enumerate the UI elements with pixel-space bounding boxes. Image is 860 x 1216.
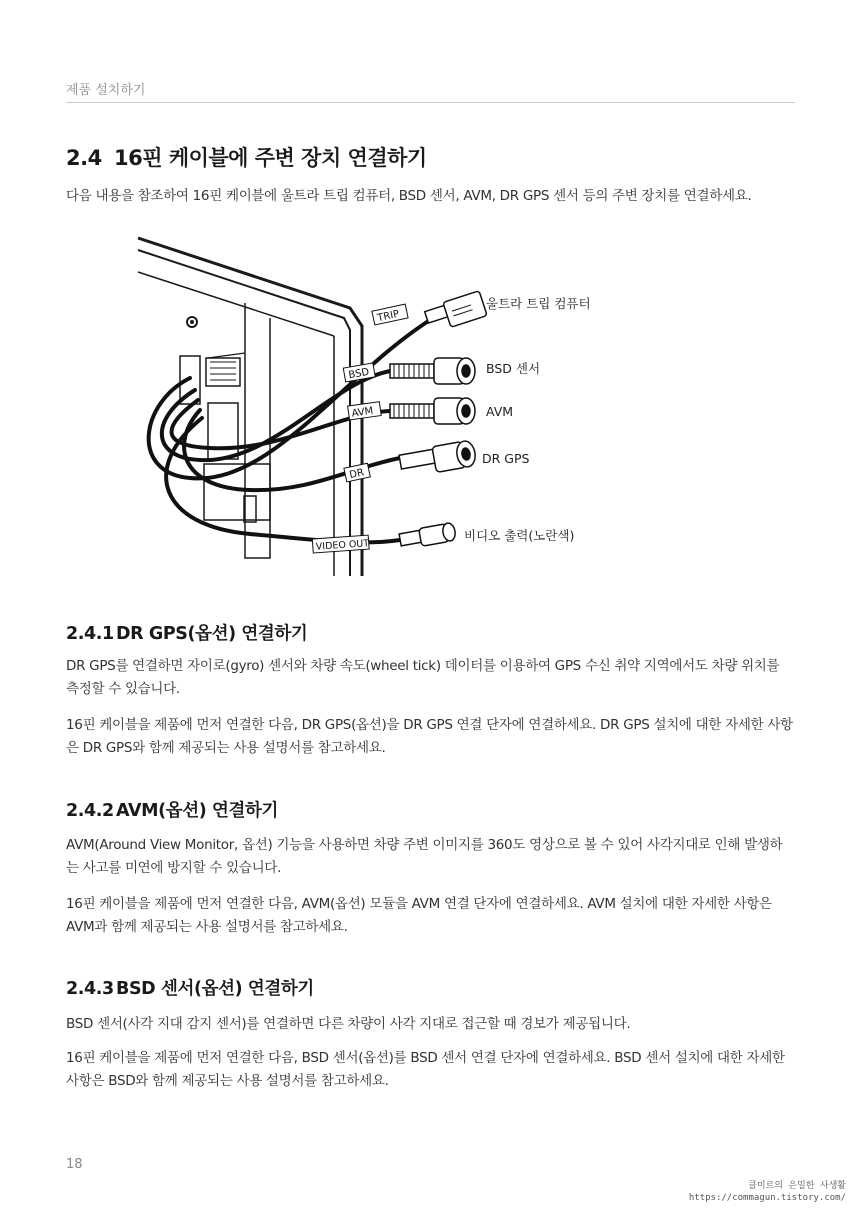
label-bsd-sensor: BSD 센서 — [486, 361, 541, 376]
tag-video-out: VIDEO OUT — [315, 538, 370, 553]
subsection-number: 2.4.3 — [66, 979, 114, 999]
dr-connector — [399, 440, 477, 473]
section-title — [66, 142, 427, 172]
subsection-title-text: AVM(옵션) 연결하기 — [116, 801, 279, 821]
section-intro: 다음 내용을 참조하여 16핀 케이블에 울트라 트립 컴퓨터, BSD 센서, AVM, DR GPS 센서 등의 주변 장치를 연결하세요. — [66, 188, 752, 204]
paragraph: AVM(Around View Monitor, 옵션) 기능을 사용하면 차량 주변 이미지를 360도 영상으로 볼 수 있어 사각지대로 인해 발생하는 사고를 미연에 방지할 수 있습니다. — [66, 837, 783, 876]
device-labels — [464, 296, 591, 543]
label-dr-gps: DR GPS — [482, 451, 530, 466]
tag-bsd: BSD — [347, 366, 371, 382]
video-out-connector — [399, 522, 456, 546]
header-divider — [66, 102, 795, 103]
section-number: 2.4 — [66, 146, 102, 170]
subsection-title-bsd — [66, 975, 314, 1000]
paragraph: DR GPS를 연결하면 자이로(gyro) 센서와 차량 속도(wheel tick) 데이터를 이용하여 GPS 수신 취약 지역에서도 차량 위치를 측정할 수 있습니다. — [66, 658, 780, 697]
connectors — [390, 291, 487, 547]
tag-trip: TRIP — [376, 308, 401, 325]
bsd-connector — [390, 358, 475, 384]
cable-illustration — [100, 228, 660, 578]
label-avm: AVM — [486, 404, 514, 419]
paragraph: 16핀 케이블을 제품에 먼저 연결한 다음, BSD 센서(옵션)를 BSD 센서 연결 단자에 연결하세요. BSD 센서 설치에 대한 자세한 사항은 BSD와 함께 제공되는 사용 설명서를 참고하세요. — [66, 1050, 785, 1089]
paragraph: BSD 센서(사각 지대 감지 센서)를 연결하면 다른 차량이 사각 지대로 접근할 때 경보가 제공됩니다. — [66, 1016, 631, 1032]
subsection-title-text: BSD 센서(옵션) 연결하기 — [116, 979, 314, 999]
tag-avm: AVM — [350, 405, 374, 420]
subsection-title-text: DR GPS(옵션) 연결하기 — [116, 624, 308, 644]
cable-connection-figure — [100, 228, 660, 578]
watermark — [689, 1180, 846, 1204]
watermark-line-1: 클미르의 은밀한 사생활 — [748, 1181, 846, 1191]
paragraph: 16핀 케이블을 제품에 먼저 연결한 다음, DR GPS(옵션)을 DR GPS 연결 단자에 연결하세요. DR GPS 설치에 대한 자세한 사항은 DR GPS와 함께 제공되는 사용 설명서를 참고하세요. — [66, 717, 793, 756]
tag-dr: DR — [348, 467, 366, 482]
cables — [149, 320, 430, 542]
subsection-number: 2.4.1 — [66, 624, 114, 644]
watermark-url: https://commagun.tistory.com/ — [688, 1193, 846, 1203]
connector-tags — [312, 304, 408, 553]
label-video-out: 비디오 출력(노란색) — [464, 528, 575, 543]
paragraph: 16핀 케이블을 제품에 먼저 연결한 다음, AVM(옵션) 모듈을 AVM 연결 단자에 연결하세요. AVM 설치에 대한 자세한 사항은 AVM과 함께 제공되는 사용 설명서를 참고하세요. — [66, 896, 772, 935]
subsection-title-avm — [66, 797, 278, 822]
page-number: 18 — [66, 1157, 83, 1172]
label-ultra-trip-computer: 울트라 트립 컴퓨터 — [486, 296, 591, 311]
running-header: 제품 설치하기 — [66, 83, 146, 98]
section-title-text: 16핀 케이블에 주변 장치 연결하기 — [114, 146, 427, 170]
subsection-number: 2.4.2 — [66, 801, 114, 821]
avm-connector — [390, 398, 475, 424]
subsection-title-dr-gps — [66, 620, 307, 645]
trip-usb-connector — [425, 291, 487, 327]
